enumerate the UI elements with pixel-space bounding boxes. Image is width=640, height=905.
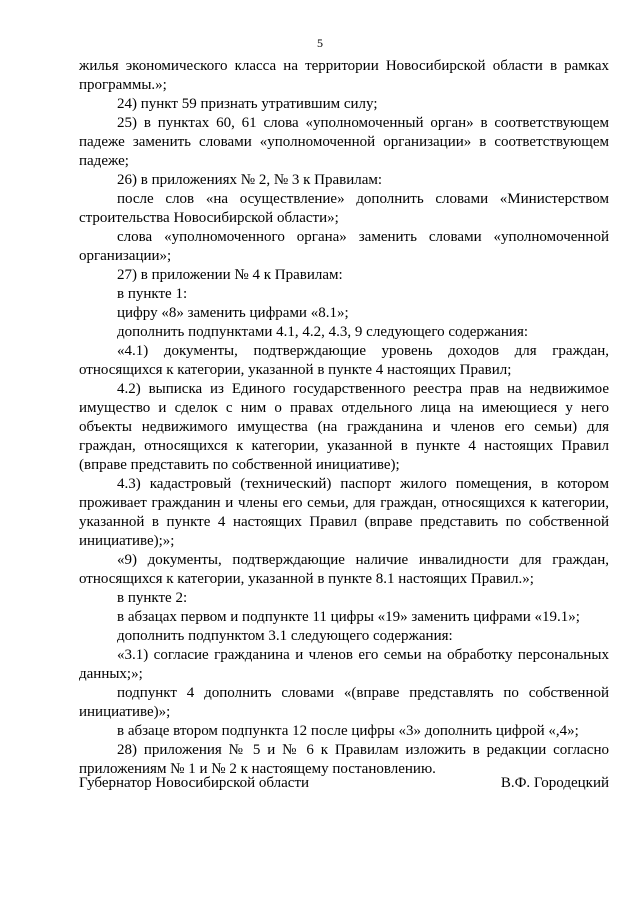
signatory-name: В.Ф. Городецкий bbox=[500, 775, 609, 791]
paragraph-item-24: 24) пункт 59 признать утратившим силу; bbox=[117, 96, 378, 112]
paragraph: в абзацах первом и подпункте 11 цифры «19» заменить цифрами «19.1»; bbox=[117, 609, 580, 625]
paragraph-subitem-4-3: 4.3) кадастровый (технический) паспорт жилого помещения, в котором проживает гражданин и члены его семьи, для граждан, относящихся к категории, указанной в пункте 4 настоящих Правил (вправе представить по собственной инициативе);»; bbox=[79, 476, 609, 549]
signature-block bbox=[79, 774, 609, 793]
paragraph-continuation: жилья экономического класса на территории Новосибирской области в рамках программы.»; bbox=[79, 58, 609, 93]
paragraph: цифру «8» заменить цифрами «8.1»; bbox=[117, 305, 349, 321]
paragraph: дополнить подпунктом 3.1 следующего содержания: bbox=[117, 628, 453, 644]
paragraph-subitem-9: «9) документы, подтверждающие наличие инвалидности для граждан, относящихся к категории, указанной в пункте 8.1 настоящих Правил.»; bbox=[79, 552, 609, 587]
signatory-position: Губернатор Новосибирской области bbox=[79, 775, 310, 791]
paragraph-subitem-4-2: 4.2) выписка из Единого государственного реестра прав на недвижимое имущество и сделок с ним о правах отдельного лица на имеющиеся у него объекты недвижимого имущества (на гражданина и членов его семьи) для граждан, относящихся к категории, указанной в пункте 4 настоящих Правил (вправе представить по собственной инициативе); bbox=[79, 381, 609, 473]
paragraph-item-28: 28) приложения № 5 и № 6 к Правилам изложить в редакции согласно приложениям № 1 и № 2 к настоящему постановлению. bbox=[79, 742, 609, 777]
page-number: 5 bbox=[317, 36, 323, 50]
paragraph: в пункте 1: bbox=[117, 286, 188, 302]
paragraph: дополнить подпунктами 4.1, 4.2, 4.3, 9 следующего содержания: bbox=[117, 324, 529, 340]
paragraph: подпункт 4 дополнить словами «(вправе представлять по собственной инициативе)»; bbox=[79, 685, 609, 720]
paragraph-item-26: 26) в приложениях № 2, № 3 к Правилам: bbox=[117, 172, 383, 188]
document-body bbox=[79, 57, 609, 779]
paragraph: в пункте 2: bbox=[117, 590, 188, 606]
paragraph-item-27: 27) в приложении № 4 к Правилам: bbox=[117, 267, 343, 283]
paragraph: в абзаце втором подпункта 12 после цифры «3» дополнить цифрой «,4»; bbox=[117, 723, 579, 739]
paragraph: после слов «на осуществление» дополнить словами «Министерством строительства Новосибирской области»; bbox=[79, 191, 609, 226]
paragraph-item-25: 25) в пунктах 60, 61 слова «уполномоченный орган» в соответствующем падеже заменить словами «уполномоченной организации» в соответствующем падеже; bbox=[79, 115, 609, 169]
paragraph: слова «уполномоченного органа» заменить словами «уполномоченной организации»; bbox=[79, 229, 609, 264]
paragraph-subitem-4-1: «4.1) документы, подтверждающие уровень доходов для граждан, относящихся к категории, указанной в пункте 4 настоящих Правил; bbox=[79, 343, 609, 378]
paragraph-subitem-3-1: «3.1) согласие гражданина и членов его семьи на обработку персональных данных;»; bbox=[79, 647, 609, 682]
